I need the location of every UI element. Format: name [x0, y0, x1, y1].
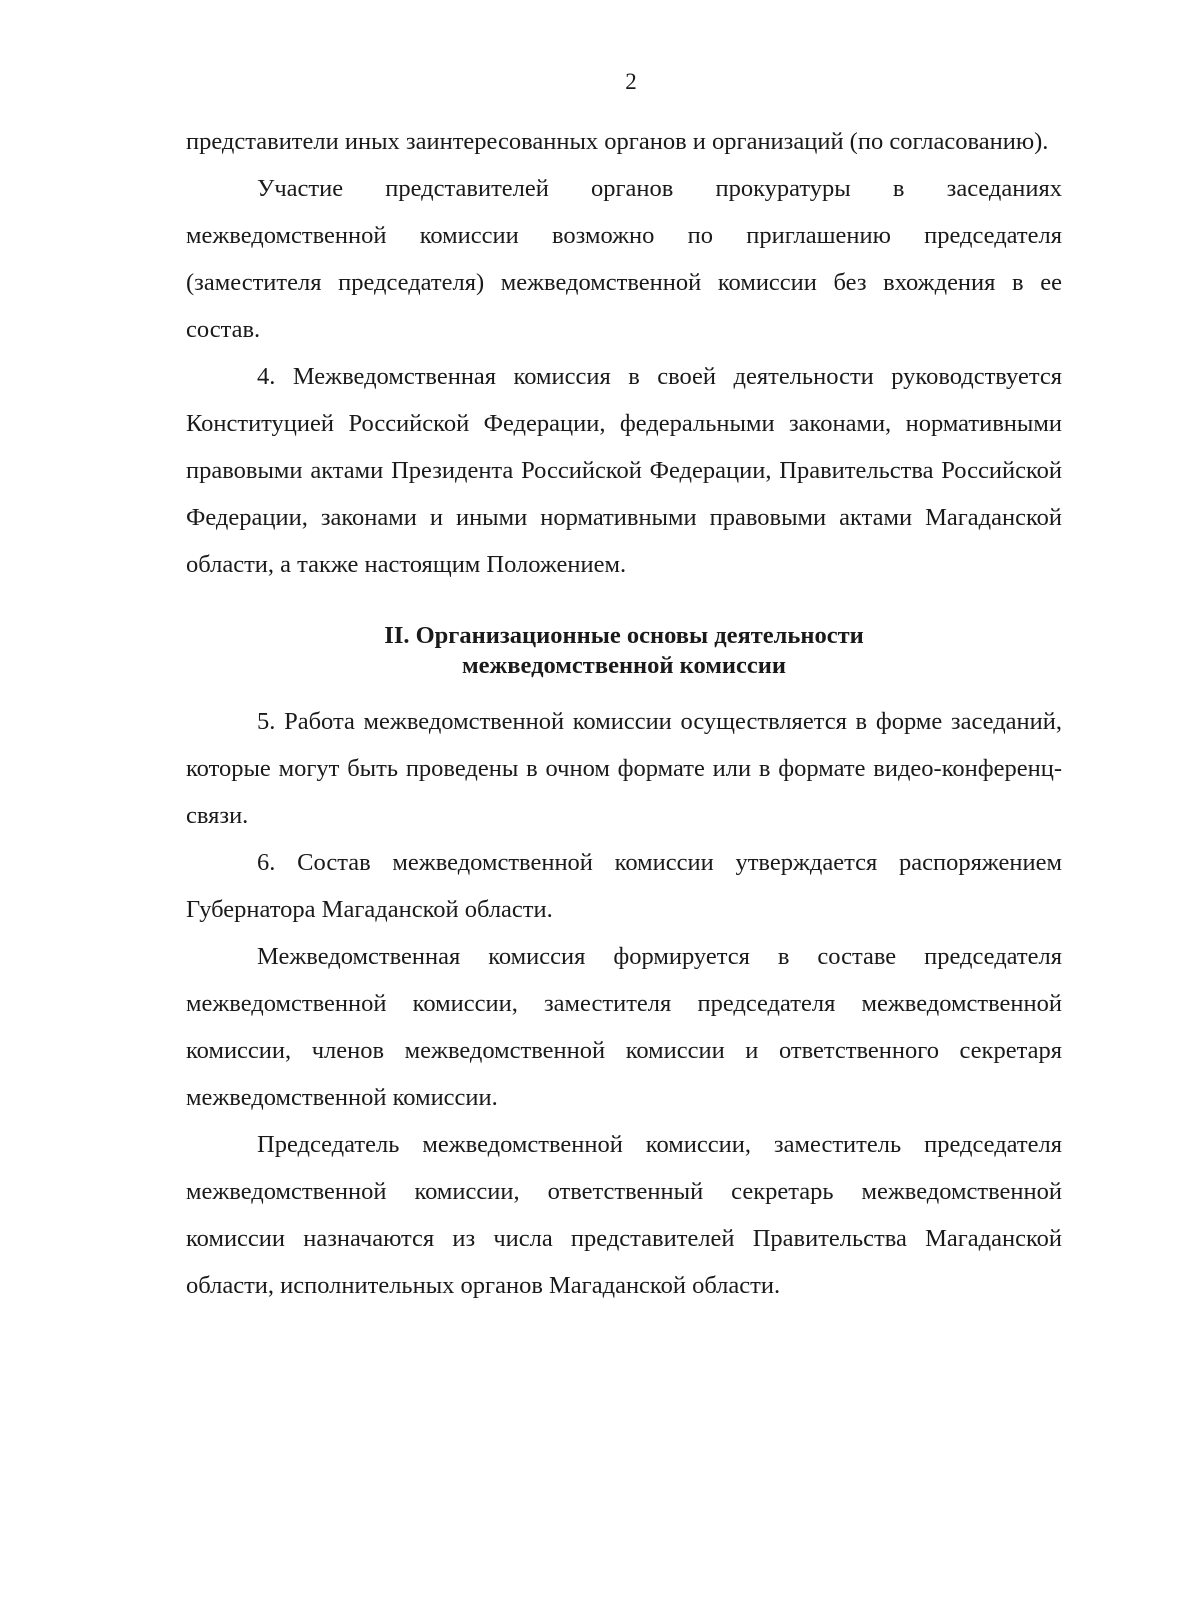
paragraph-composition: Межведомственная комиссия формируется в составе председателя межведомственной комиссии, заместителя председателя межведомственной комиссии, членов межведомственной комиссии и ответственного секретаря межведомственной комиссии. [186, 943, 1062, 1111]
paragraph-item-6: 6. Состав межведомственной комиссии утверждается распоряжением Губернатора Магаданской области. [186, 849, 1062, 923]
paragraph-representatives: представители иных заинтересованных органов и организаций (по согласованию). [186, 128, 1049, 155]
paragraph-item-4: 4. Межведомственная комиссия в своей деятельности руководствуется Конституцией Российской Федерации, федеральными законами, нормативными правовыми актами Президента Российской Федерации, Правительства Российской Федерации, законами и иными нормативными правовыми актами Магаданской области, а также настоящим Положением. [186, 363, 1062, 578]
section-heading-line-2: межведомственной комиссии [461, 652, 787, 679]
paragraph-appointment: Председатель межведомственной комиссии, заместитель председателя межведомственной комиссии, ответственный секретарь межведомственной комиссии назначаются из числа представителей Правительства Магаданской области, исполнительных органов Магаданской области. [186, 1131, 1062, 1299]
paragraph-prosecutors: Участие представителей органов прокуратуры в заседаниях межведомственной комиссии возможно по приглашению председателя (заместителя председателя) межведомственной комиссии без вхождения в ее состав. [186, 175, 1062, 343]
paragraph-item-5: 5. Работа межведомственной комиссии осуществляется в форме заседаний, которые могут быть проведены в очном формате или в формате видео-конференц-связи. [186, 708, 1062, 829]
section-heading [186, 621, 1062, 681]
document-body [186, 118, 1062, 1309]
section-heading-line-1: II. Организационные основы деятельности [384, 622, 864, 649]
page-number: 2 [625, 69, 637, 94]
